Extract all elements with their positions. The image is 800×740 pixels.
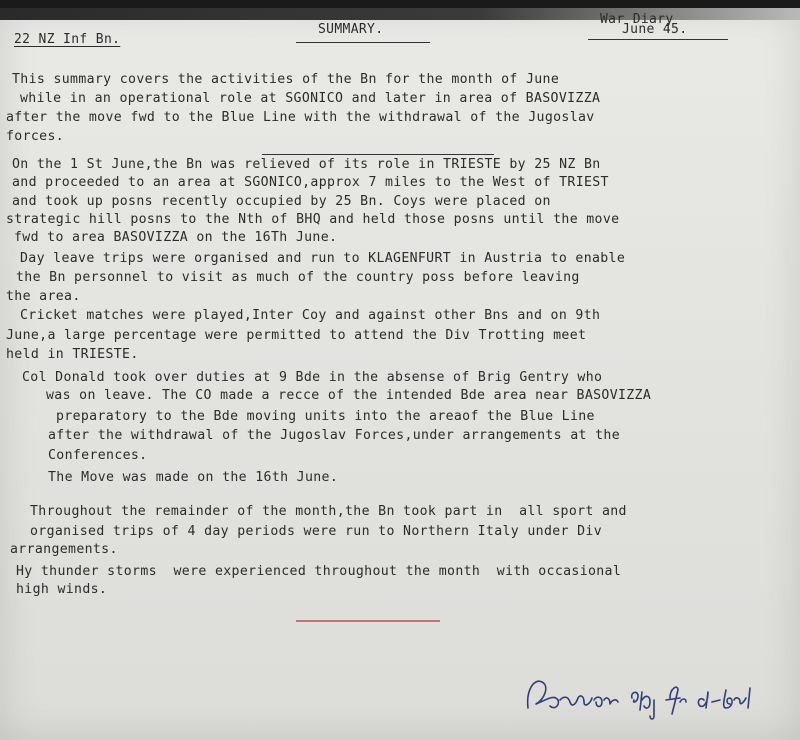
text-line: organised trips of 4 day periods were run to Northern Italy under Div (30, 524, 602, 539)
text-line: the area. (6, 289, 81, 304)
summary-title-rule (296, 42, 430, 43)
text-line: This summary covers the activities of the Bn for the month of June (12, 72, 560, 87)
text-line: preparatory to the Bde moving units into the areaof the Blue Line (56, 409, 595, 424)
text-line: held in TRIESTE. (6, 347, 139, 362)
text-line: On the 1 St June,the Bn was relieved of its role in TRIESTE by 25 NZ Bn (12, 157, 601, 172)
text-line: Conferences. (48, 448, 148, 463)
text-line: while in an operational role at SGONICO and later in area of BASOVIZZA (20, 91, 601, 106)
text-line: The Move was made on the 16th June. (48, 470, 339, 485)
text-line: Day leave trips were organised and run to KLAGENFURT in Austria to enable (20, 251, 626, 266)
handwritten-signature (520, 670, 770, 730)
text-line: the Bn personnel to visit as much of the country poss before leaving (16, 270, 580, 285)
underline-rule (262, 154, 494, 155)
unit-heading: 22 NZ Inf Bn. (14, 32, 121, 47)
text-line: arrangements. (10, 542, 118, 557)
month-rule (588, 39, 728, 40)
text-line: fwd to area BASOVIZZA on the 16Th June. (14, 230, 338, 245)
war-diary-label: War Diary (600, 12, 674, 27)
page-top-edge (0, 8, 800, 20)
month-label: June 45. (622, 22, 688, 37)
text-line: Throughout the remainder of the month,the Bn took part in all sport and (30, 504, 627, 519)
text-line: and proceeded to an area at SGONICO,approx 7 miles to the West of TRIEST (12, 175, 609, 190)
summary-title: SUMMARY. (318, 22, 384, 37)
text-line: Cricket matches were played,Inter Coy and against other Bns and on 9th (20, 308, 601, 323)
text-line: and took up posns recently occupied by 25 Bn. Coys were placed on (12, 194, 551, 209)
text-line: Col Donald took over duties at 9 Bde in the absense of Brig Gentry who (22, 370, 603, 385)
text-line: June,a large percentage were permitted to attend the Div Trotting meet (6, 328, 587, 343)
text-line: strategic hill posns to the Nth of BHQ and held those posns until the move (6, 212, 620, 227)
text-line: forces. (6, 129, 65, 144)
text-line: high winds. (16, 582, 108, 597)
text-line: was on leave. The CO made a recce of the intended Bde area near BASOVIZZA (46, 388, 652, 403)
text-line: Hy thunder storms were experienced throughout the month with occasional (16, 564, 622, 579)
closing-rule (296, 620, 440, 622)
text-line: after the withdrawal of the Jugoslav Forces,under arrangements at the (48, 428, 620, 443)
document-page (0, 8, 800, 740)
text-line: after the move fwd to the Blue Line with the withdrawal of the Jugoslav (6, 110, 595, 125)
